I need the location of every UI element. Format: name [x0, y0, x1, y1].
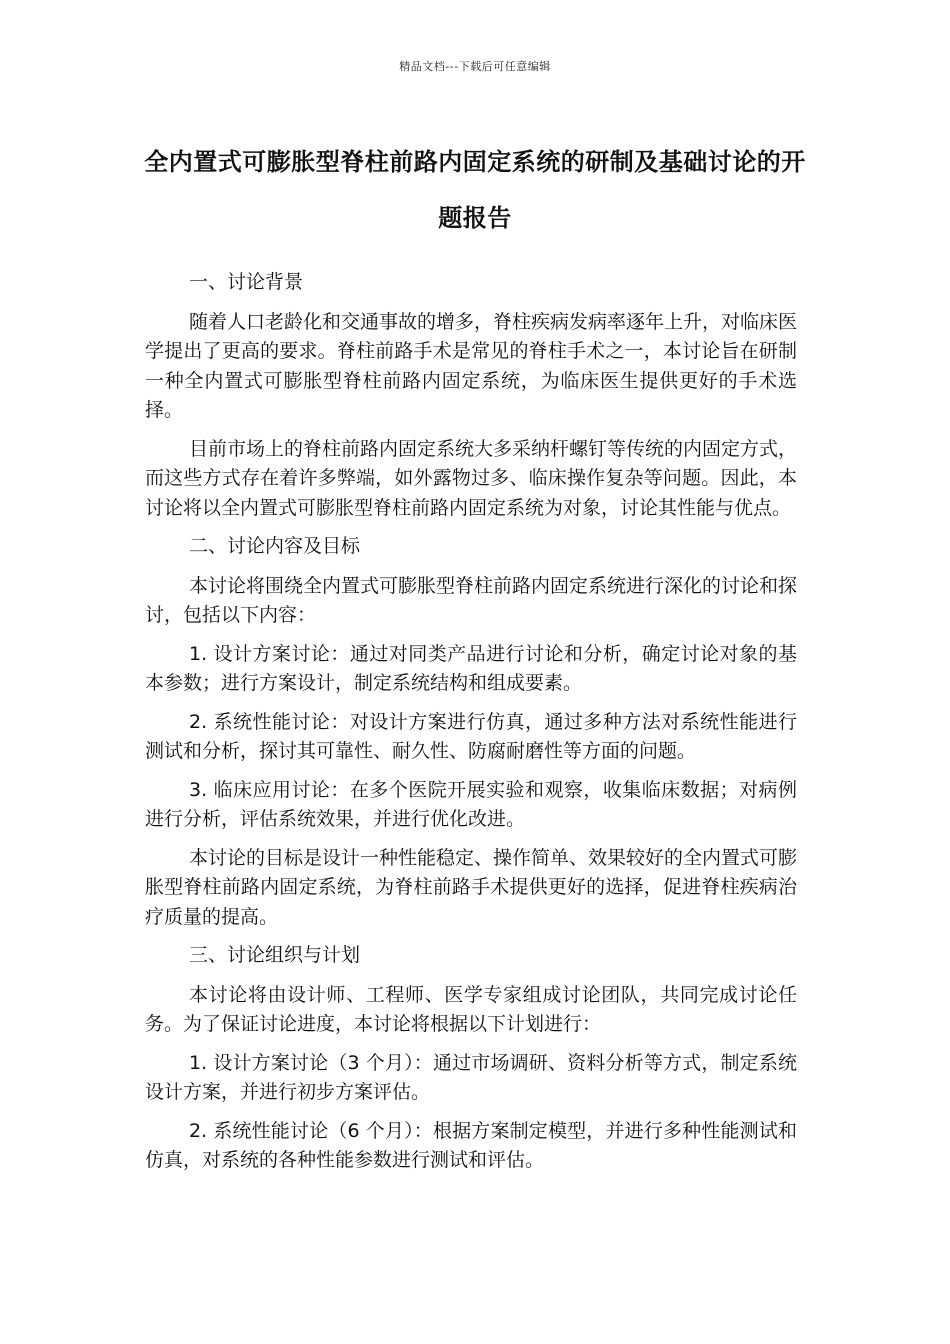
header-note: 精品文档---下载后可任意编辑 [399, 60, 551, 73]
paragraph-goal: 本讨论的目标是设计一种性能稳定、操作简单、效果较好的全内置式可膨胀型脊柱前路内固定系统，为脊柱前路手术提供更好的选择，促进脊柱疾病治疗质量的提高。 [145, 846, 798, 928]
paragraph-content-intro: 本讨论将围绕全内置式可膨胀型脊柱前路内固定系统进行深化的讨论和探讨，包括以下内容： [145, 574, 798, 626]
section-heading-organization-plan: 三、讨论组织与计划 [189, 944, 361, 966]
list-item-performance-study: 2. 系统性能讨论：对设计方案进行仿真，通过多种方法对系统性能进行测试和分析，探讨其可靠性、耐久性、防腐耐磨性等方面的问题。 [145, 710, 797, 762]
plan-item-performance: 2. 系统性能讨论（6 个月）：根据方案制定模型，并进行多种性能测试和仿真，对系统的各种性能参数进行测试和评估。 [145, 1119, 797, 1171]
list-item-design-study: 1. 设计方案讨论：通过对同类产品进行讨论和分析，确定讨论对象的基本参数；进行方案设计，制定系统结构和组成要素。 [145, 642, 797, 694]
paragraph-organization: 本讨论将由设计师、工程师、医学专家组成讨论团队，共同完成讨论任务。为了保证讨论进度，本讨论将根据以下计划进行： [145, 983, 797, 1035]
list-item-clinical-study: 3. 临床应用讨论：在多个医院开展实验和观察，收集临床数据；对病例进行分析，评估系统效果，并进行优化改进。 [145, 778, 797, 830]
document-title: 全内置式可膨胀型脊柱前路内固定系统的研制及基础讨论的开题报告 [144, 148, 806, 232]
plan-item-design: 1. 设计方案讨论（3 个月）：通过市场调研、资料分析等方式，制定系统设计方案，并进行初步方案评估。 [145, 1051, 797, 1103]
document-body [145, 268, 797, 1185]
section-heading-background: 一、讨论背景 [189, 271, 304, 293]
paragraph-background-1: 随着人口老龄化和交通事故的增多，脊柱疾病发病率逐年上升，对临床医学提出了更高的要求。脊柱前路手术是常见的脊柱手术之一，本讨论旨在研制一种全内置式可膨胀型脊柱前路内固定系统，为临床医生提供更好的手术选择。 [145, 310, 798, 421]
section-heading-content-goals: 二、讨论内容及目标 [189, 535, 361, 557]
paragraph-background-2: 目前市场上的脊柱前路内固定系统大多采纳杆螺钉等传统的内固定方式，而这些方式存在着许多弊端，如外露物过多、临床操作复杂等问题。因此，本讨论将以全内置式可膨胀型脊柱前路内固定系统为对象，讨论其性能与优点。 [145, 437, 798, 519]
